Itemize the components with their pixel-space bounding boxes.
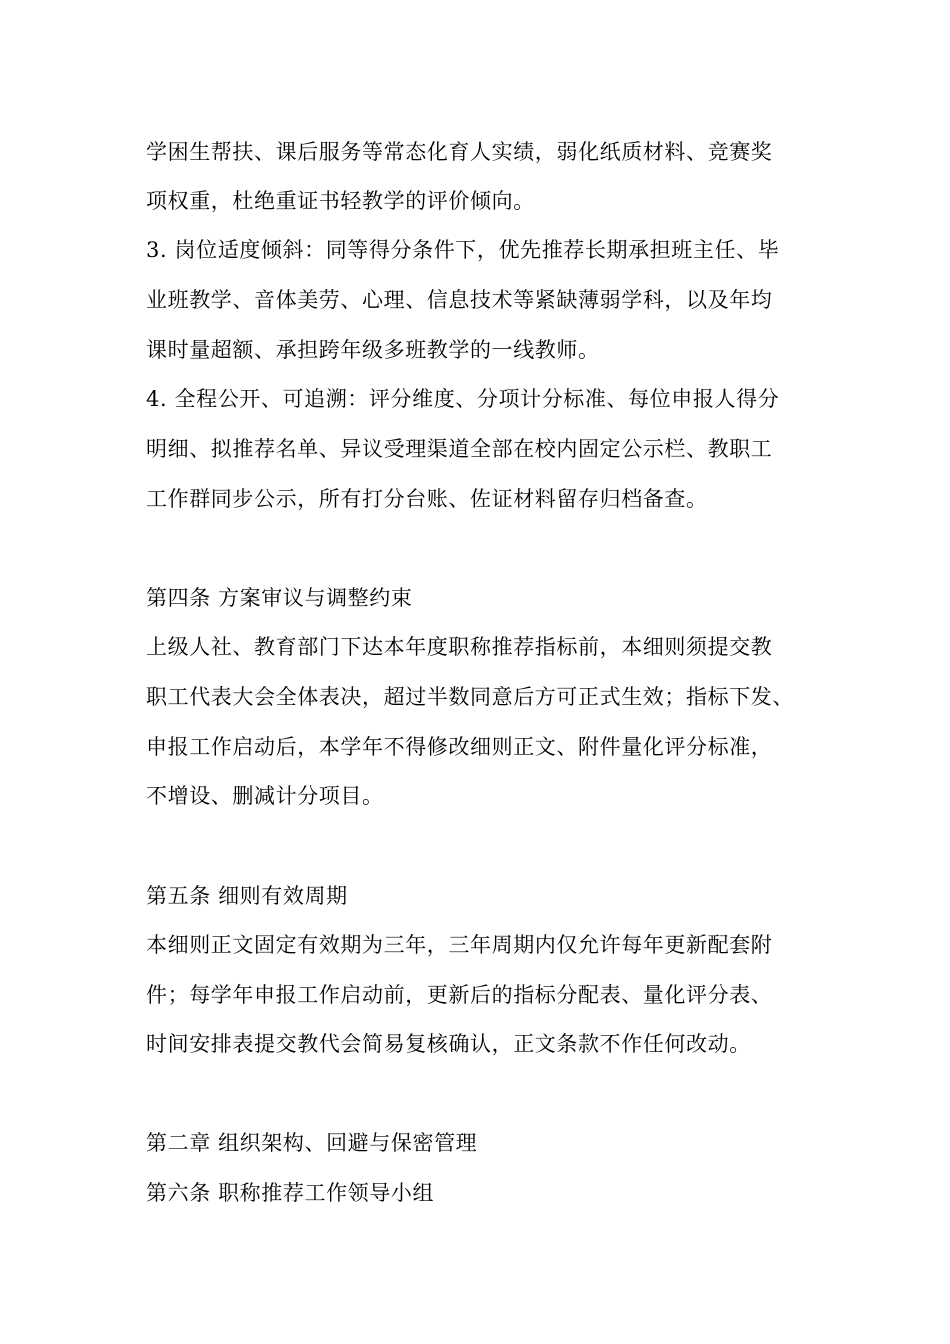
article-heading: 第六条 职称推荐工作领导小组 (146, 1181, 435, 1205)
paragraph-line: 项权重，杜绝重证书轻教学的评价倾向。 (146, 189, 535, 213)
paragraph-line: 业班教学、音体美劳、心理、信息技术等紧缺薄弱学科，以及年均 (146, 288, 773, 312)
paragraph-line: 上级人社、教育部门下达本年度职称推荐指标前，本细则须提交教 (146, 635, 773, 659)
paragraph-line: 工作群同步公示，所有打分台账、佐证材料留存归档备查。 (146, 487, 708, 511)
article-heading: 第四条 方案审议与调整约束 (146, 586, 413, 610)
chapter-heading: 第二章 组织架构、回避与保密管理 (146, 1131, 478, 1155)
paragraph-line: 学困生帮扶、课后服务等常态化育人实绩，弱化纸质材料、竞赛奖 (146, 140, 773, 164)
paragraph-line: 3. 岗位适度倾斜：同等得分条件下，优先推荐长期承担班主任、毕 (146, 238, 780, 262)
paragraph-line: 课时量超额、承担跨年级多班教学的一线教师。 (146, 338, 600, 362)
article-heading: 第五条 细则有效周期 (146, 884, 348, 908)
paragraph-line: 时间安排表提交教代会简易复核确认，正文条款不作任何改动。 (146, 1032, 751, 1056)
paragraph-line: 申报工作启动后，本学年不得修改细则正文、附件量化评分标准， (146, 735, 773, 759)
paragraph-line: 职工代表大会全体表决，超过半数同意后方可正式生效；指标下发、 (146, 685, 794, 709)
paragraph-line: 件；每学年申报工作启动前，更新后的指标分配表、量化评分表、 (146, 983, 773, 1007)
paragraph-line: 4. 全程公开、可追溯：评分维度、分项计分标准、每位申报人得分 (146, 387, 780, 411)
paragraph-line: 明细、拟推荐名单、异议受理渠道全部在校内固定公示栏、教职工 (146, 437, 773, 461)
paragraph-line: 不增设、删减计分项目。 (146, 784, 384, 808)
paragraph-line: 本细则正文固定有效期为三年，三年周期内仅允许每年更新配套附 (146, 933, 773, 957)
